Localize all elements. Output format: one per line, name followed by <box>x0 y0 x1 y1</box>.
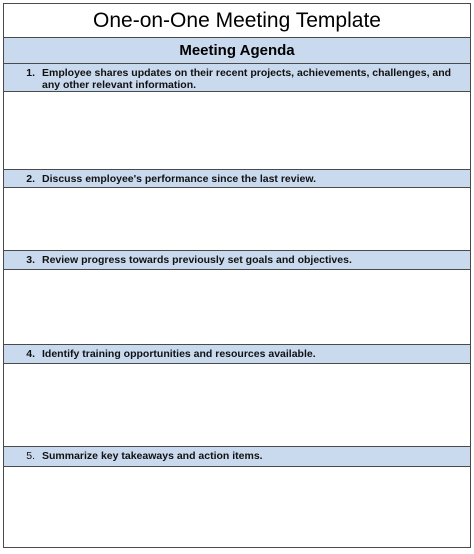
agenda-heading: Meeting Agenda <box>4 38 470 64</box>
agenda-item-4 <box>4 344 470 364</box>
agenda-item-text: Discuss employee's performance since the last review. <box>42 173 317 185</box>
agenda-notes-area-4[interactable] <box>4 364 470 446</box>
agenda-item-3 <box>4 250 470 270</box>
page-title: One-on-One Meeting Template <box>4 4 470 38</box>
agenda-item-5 <box>4 446 470 467</box>
agenda-item-number: 5. <box>26 450 35 462</box>
agenda-notes-area-1[interactable] <box>4 92 470 169</box>
agenda-item-number: 4. <box>26 348 35 360</box>
agenda-item-1 <box>4 64 470 92</box>
agenda-notes-area-5[interactable] <box>4 467 470 545</box>
agenda-item-number: 3. <box>26 254 35 266</box>
agenda-item-text: Review progress towards previously set goals and objectives. <box>42 254 352 266</box>
agenda-item-text: Employee shares updates on their recent projects, achievements, challenges, and any other relevant information. <box>42 67 452 91</box>
agenda-item-2 <box>4 169 470 188</box>
agenda-item-text: Summarize key takeaways and action items. <box>42 450 263 462</box>
agenda-item-number: 1. <box>26 67 35 79</box>
agenda-notes-area-3[interactable] <box>4 270 470 344</box>
agenda-item-text: Identify training opportunities and resources available. <box>42 348 316 360</box>
meeting-template-sheet <box>3 3 471 548</box>
agenda-item-number: 2. <box>26 173 35 185</box>
agenda-notes-area-2[interactable] <box>4 188 470 250</box>
